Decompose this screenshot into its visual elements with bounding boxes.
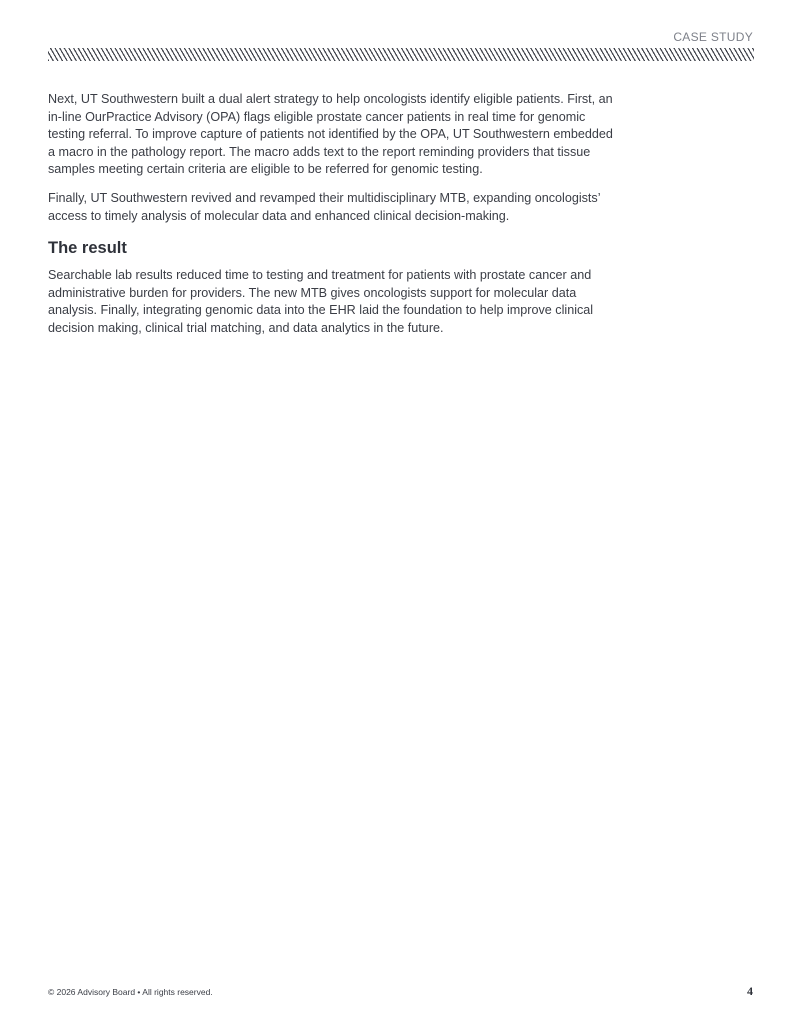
body-paragraph: Finally, UT Southwestern revived and revamped their multidisciplinary MTB, expanding oncologists’ access to timely analysis of molecular data and enhanced clinical decision-making. xyxy=(48,190,601,223)
body-paragraph: Next, UT Southwestern built a dual alert strategy to help oncologists identify eligible patients. First, an in-line OurPractice Advisory (OPA) flags eligible prostate cancer patients in real time for genomic testing referral. To improve capture of patients not identified by the OPA, UT Southwestern embedded a macro in the pathology report. The macro adds text to the report reminding providers that tissue samples meeting certain criteria are eligible to be referred for genomic testing. xyxy=(48,92,613,177)
result-paragraph: Searchable lab results reduced time to testing and treatment for patients with prostate cancer and administrative burden for providers. The new MTB gives oncologists support for molecular data analysis. Finally, integrating genomic data into the EHR laid the foundation to help improve clinical decision making, clinical trial matching, and data analytics in the future. xyxy=(48,268,594,335)
main-content xyxy=(48,91,613,349)
section-label: CASE STUDY xyxy=(673,30,753,44)
result-heading: The result xyxy=(48,239,127,258)
footer-copyright: © 2026 Advisory Board • All rights reserved. xyxy=(48,987,213,997)
page-number: 4 xyxy=(747,984,753,998)
decorative-hatch-band xyxy=(48,48,754,61)
